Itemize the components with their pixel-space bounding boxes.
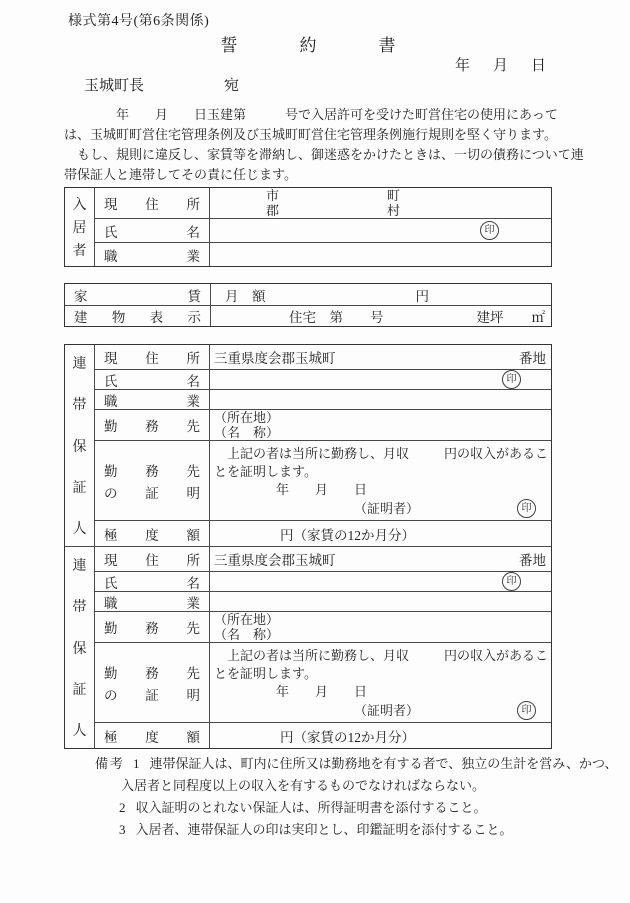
employment-certificate-field [210, 643, 551, 722]
limit-amount-field [210, 723, 551, 748]
lot-number-suffix: 番地 [519, 553, 546, 568]
cert-label-line-1: 勤 務 先 [104, 665, 200, 681]
name-blank-field [210, 370, 551, 389]
address-prefill: 三重県度会郡玉城町 [214, 351, 336, 366]
certifier-label: （証明者） [354, 500, 420, 516]
rent-label: 家 賃 [65, 284, 211, 305]
table-row [95, 188, 551, 218]
workplace-name-label: （名 称） [214, 425, 280, 440]
village-suffix: 村 [387, 203, 401, 218]
limit-amount-label: 極 度 額 [95, 723, 210, 748]
name-blank-field [210, 572, 551, 591]
rent-blank-field [211, 284, 551, 305]
table-row [95, 389, 551, 409]
table-row [95, 571, 551, 591]
table-row [95, 642, 551, 722]
cert-certifier-line [214, 499, 548, 518]
resident-rows [95, 188, 551, 266]
notes-section [64, 753, 618, 841]
table-row [95, 345, 551, 369]
workplace-label: 勤 務 先 [95, 410, 210, 440]
workplace-location-label: （所在地） [214, 410, 280, 425]
resident-table [64, 187, 552, 267]
address-prefill: 三重県度会郡玉城町 [214, 553, 336, 568]
building-label: 建 物 表 示 [65, 306, 211, 326]
pledge-paragraph [64, 105, 584, 185]
seal-icon: 印 [502, 370, 521, 389]
monthly-amount-label: 月 額 [225, 288, 266, 304]
note-text: 収入証明のとれない保証人は、所得証明書を添付すること。 [135, 800, 487, 815]
employment-certificate-field [210, 441, 551, 520]
certifier-label: （証明者） [354, 702, 420, 718]
workplace-location-label: （所在地） [214, 612, 280, 627]
note-number: 3 [119, 822, 126, 837]
note-number: 2 [119, 800, 126, 815]
note-text: 入居者と同程度以上の収入を有するものでなければならない。 [121, 778, 486, 793]
table-row [95, 369, 551, 389]
employment-certificate-label [95, 643, 210, 722]
guarantor-block-1 [65, 345, 551, 546]
employment-certificate-label [95, 441, 210, 520]
cert-label-line-1: 勤 務 先 [104, 463, 200, 479]
guarantor-rows [95, 547, 551, 748]
address-blank-field [210, 188, 551, 218]
square-meter-unit: ㎡ [531, 310, 545, 325]
pledge-line-1: 年 月 日玉建第 号で入居許可を受けた町営住宅の使用にあって [64, 107, 558, 122]
occupation-blank-field [210, 243, 551, 266]
table-row [95, 722, 551, 748]
cert-statement-line-2: とを証明します。 [214, 464, 317, 479]
table-row [95, 547, 551, 571]
cert-statement-line-2: とを証明します。 [214, 666, 317, 681]
address-label: 現 住 所 [95, 345, 210, 369]
rent-table [64, 283, 552, 327]
table-row [95, 409, 551, 440]
seal-icon: 印 [517, 701, 536, 720]
cert-label-line-2: の 証 明 [104, 485, 200, 501]
name-label: 氏 名 [95, 370, 210, 389]
guarantor-table [64, 344, 552, 749]
note-text: 入居者、連帯保証人の印は実印とし、印鑑証明を添付すること。 [135, 822, 513, 837]
occupation-blank-field [210, 390, 551, 409]
addressee-suffix: 宛 [224, 78, 240, 94]
housing-number-label: 住宅 第 号 [289, 310, 384, 325]
seal-icon: 印 [480, 221, 499, 240]
table-row [95, 440, 551, 520]
occupation-label: 職 業 [95, 592, 210, 611]
cert-text-left: 上記の者は当所に勤務し、月収 [214, 446, 410, 461]
notes-label: 備考 [95, 756, 126, 771]
limit-amount-note: 円（家賃の12か月分） [280, 527, 415, 543]
address-line-1 [210, 188, 551, 203]
table-row [95, 218, 551, 242]
table-row [65, 284, 551, 305]
table-row [95, 520, 551, 546]
guarantor-group-label: 連 帯 保 証 人 [65, 345, 95, 546]
table-row [65, 305, 551, 326]
form-content [64, 0, 618, 841]
county-suffix: 郡 [266, 203, 280, 218]
address-blank-field [210, 345, 551, 369]
limit-amount-note: 円（家賃の12か月分） [280, 729, 415, 745]
name-label: 氏 名 [95, 572, 210, 591]
floor-area-label: 建坪 [476, 310, 504, 325]
note-line [64, 753, 618, 775]
note-line [64, 775, 552, 797]
city-suffix: 市 [266, 188, 280, 203]
note-text: 連帯保証人は、町内に住所又は勤務地を有する者で、独立の生計を営み、かつ、 [149, 756, 618, 771]
occupation-label: 職 業 [95, 390, 210, 409]
workplace-blank-field [210, 410, 551, 440]
address-label: 現 住 所 [95, 547, 210, 571]
cert-label-line-2: の 証 明 [104, 687, 200, 703]
cert-text-left: 上記の者は当所に勤務し、月収 [214, 648, 410, 663]
form-number: 様式第4号(第6条関係) [68, 14, 210, 29]
workplace-name-label: （名 称） [214, 627, 280, 642]
yen-unit: 円 [415, 288, 429, 304]
address-line-2 [210, 203, 551, 218]
table-row [95, 591, 551, 611]
cert-text-right: 円の収入があるこ [443, 648, 548, 663]
name-label: 氏 名 [95, 219, 210, 242]
seal-icon: 印 [502, 572, 521, 591]
occupation-blank-field [210, 592, 551, 611]
cert-date-blank: 年 月 日 [276, 482, 368, 497]
workplace-blank-field [210, 612, 551, 642]
page-title: 誓 約 書 [220, 36, 396, 55]
addressee: 玉城町長 [84, 78, 145, 94]
guarantor-block-2 [65, 546, 551, 748]
note-line [64, 819, 552, 841]
guarantor-group-label: 連 帯 保 証 人 [65, 547, 95, 748]
table-row [95, 611, 551, 642]
workplace-label: 勤 務 先 [95, 612, 210, 642]
name-blank-field [210, 219, 551, 242]
table-row [95, 242, 551, 266]
occupation-label: 職 業 [95, 243, 210, 266]
note-line [64, 797, 552, 819]
guarantor-rows [95, 345, 551, 546]
town-suffix: 町 [387, 188, 401, 203]
address-blank-field [210, 547, 551, 571]
cert-statement-line-1 [214, 445, 548, 463]
addressee-row [64, 77, 552, 95]
pledge-line-3: もし、規則に違反し、家賃等を滞納し、御迷惑をかけたときは、一切の債務について連 [64, 147, 584, 162]
lot-number-suffix: 番地 [519, 351, 546, 366]
address-label: 現 住 所 [95, 188, 210, 218]
note-number: 1 [133, 756, 140, 771]
cert-statement-line-1 [214, 647, 548, 665]
limit-amount-label: 極 度 額 [95, 521, 210, 546]
limit-amount-field [210, 521, 551, 546]
pledge-line-2: は、玉城町町営住宅管理条例及び玉城町町営住宅管理条例施行規則を堅く守ります。 [64, 127, 557, 142]
pledge-line-4: 帯保証人と連帯してその責に任じます。 [64, 167, 297, 182]
building-blank-field [211, 306, 551, 326]
date-blank-line: 年 月 日 [454, 58, 546, 74]
cert-date-blank: 年 月 日 [276, 684, 368, 699]
seal-icon: 印 [517, 499, 536, 518]
cert-text-right: 円の収入があるこ [443, 446, 548, 461]
resident-group-label: 入 居 者 [65, 188, 95, 266]
cert-certifier-line [214, 701, 548, 720]
